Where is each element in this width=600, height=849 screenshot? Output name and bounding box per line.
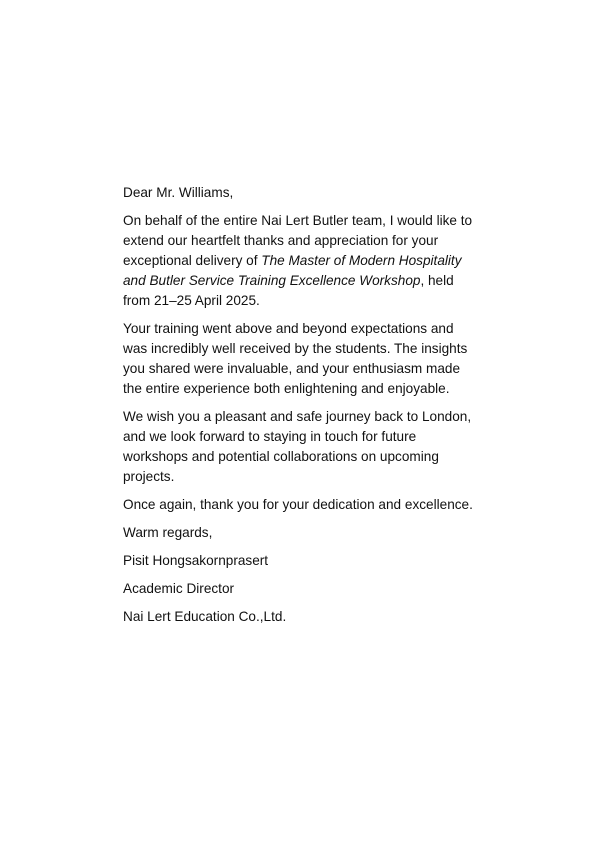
paragraph-training: Your training went above and beyond expectations and was incredibly well received by the students. The insights you shared were invaluable, and your enthusiasm made the entire experience both enlightening and enjoyable. <box>123 321 468 396</box>
paragraph-gratitude: Once again, thank you for your dedication and excellence. <box>123 497 473 512</box>
paragraph-journey: We wish you a pleasant and safe journey back to London, and we look forward to staying in touch for future workshops and potential collaborations on upcoming projects. <box>123 409 472 484</box>
paragraph-thanks-intro: On behalf of the entire Nai Lert Butler team, I would like to extend our heartfelt thanks and appreciation for your exceptional delivery of <box>123 213 473 268</box>
salutation: Dear Mr. Williams, <box>123 185 234 200</box>
closing: Warm regards, <box>123 525 213 540</box>
signer-name: Pisit Hongsakornprasert <box>123 553 269 568</box>
organization-name: Nai Lert Education Co.,Ltd. <box>123 609 287 624</box>
paragraph-thanks-dates: , held from 21–25 April 2025. <box>123 273 454 308</box>
paragraph-thanks <box>123 211 473 311</box>
letter-body <box>123 183 473 635</box>
signer-title: Academic Director <box>123 581 235 596</box>
workshop-title: The Master of Modern Hospitality and Butler Service Training Excellence Workshop <box>123 253 462 288</box>
